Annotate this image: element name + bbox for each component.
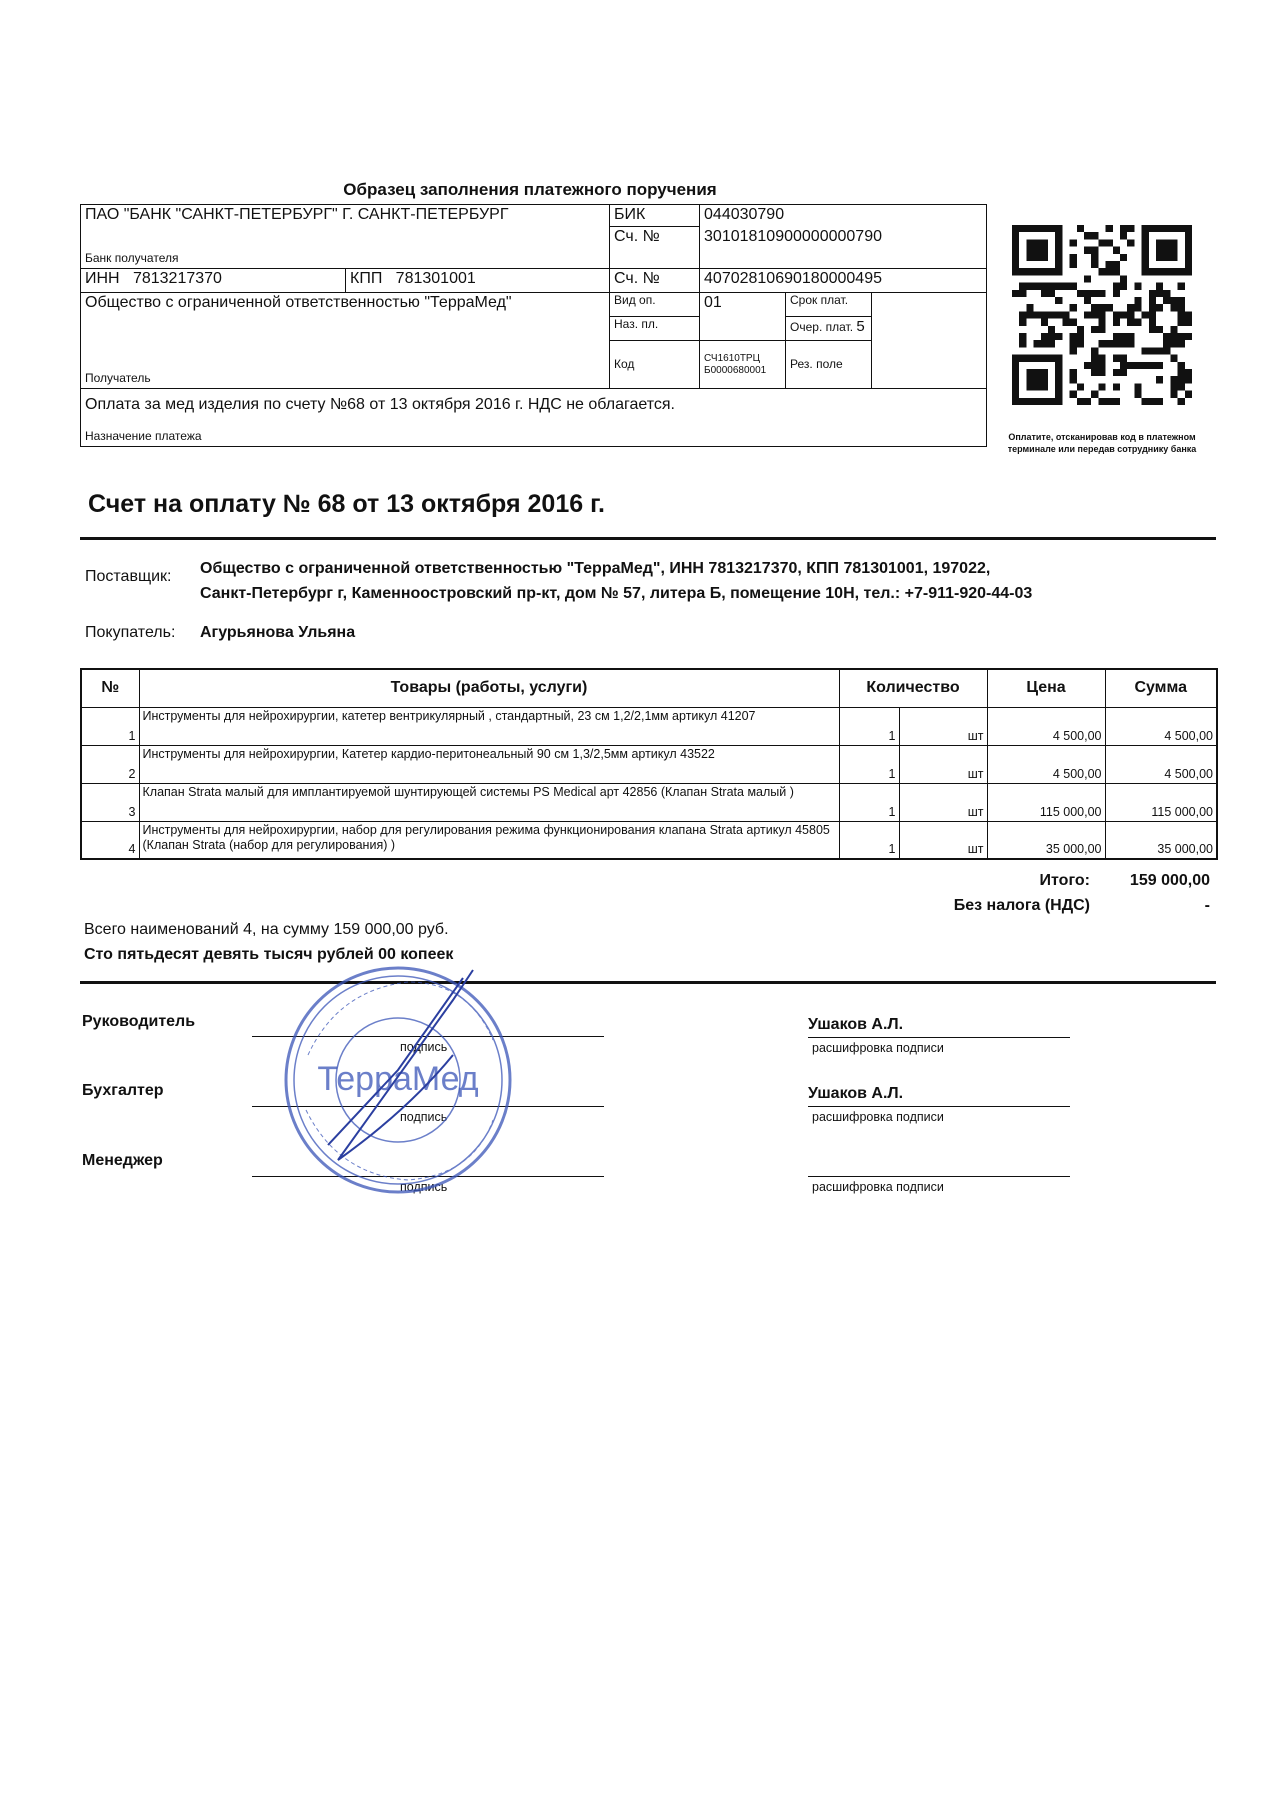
manager-decode-line xyxy=(808,1176,1070,1177)
qr-code-icon xyxy=(1012,222,1192,408)
row-price: 115 000,00 xyxy=(987,783,1105,821)
director-sign-caption: подпись xyxy=(400,1040,448,1054)
row-qty: 1 xyxy=(839,707,899,745)
goods-table xyxy=(80,668,1218,860)
accountant-decode-line xyxy=(808,1106,1070,1107)
accountant-decode-caption: расшифровка подписи xyxy=(812,1110,944,1124)
account-value: 40702810690180000495 xyxy=(700,269,987,293)
row-unit: шт xyxy=(899,707,987,745)
row-unit: шт xyxy=(899,783,987,821)
accountant-sign-caption: подпись xyxy=(400,1110,448,1124)
kod-value-2: Б0000680001 xyxy=(704,364,767,376)
director-decode-line xyxy=(808,1037,1070,1038)
inn-value: 7813217370 xyxy=(132,270,222,287)
bik-value: 044030790 xyxy=(700,205,987,227)
accountant-name: Ушаков А.Л. xyxy=(808,1085,904,1102)
bik-label: БИК xyxy=(610,205,700,227)
kod-value-1: СЧ1610ТРЦ xyxy=(704,352,760,364)
kpp-value: 781301001 xyxy=(395,270,476,287)
row-name: Инструменты для нейрохирургии, набор для регулирования режима функционирования клапана Strata артикул 45805 (Клапан Strata (набор для регулирования) ) xyxy=(139,821,839,859)
account-label: Сч. № xyxy=(610,269,700,293)
corr-account-label: Сч. № xyxy=(610,227,700,269)
stamp-text: ТерраМед xyxy=(317,1060,479,1098)
qr-caption xyxy=(984,432,1220,455)
supplier-line1: Общество с ограниченной ответственностью "ТерраМед", ИНН 7813217370, КПП 781301001, 197022, xyxy=(200,560,991,577)
vat-label: Без налога (НДС) xyxy=(953,897,1090,914)
purpose-caption: Назначение платежа xyxy=(85,429,202,444)
vid-op-value: 01 xyxy=(700,293,786,341)
recipient-cell xyxy=(81,293,610,389)
col-header-sum: Сумма xyxy=(1105,669,1217,707)
accountant-label: Бухгалтер xyxy=(82,1082,164,1099)
ocher-cell xyxy=(786,317,872,341)
kod-value-cell xyxy=(700,341,786,389)
buyer-label: Покупатель: xyxy=(85,624,176,641)
row-num: 3 xyxy=(81,783,139,821)
row-sum: 4 500,00 xyxy=(1105,707,1217,745)
manager-decode-caption: расшифровка подписи xyxy=(812,1180,944,1194)
row-sum: 4 500,00 xyxy=(1105,745,1217,783)
summary-words: Сто пятьдесят девять тысяч рублей 00 копеек xyxy=(84,946,454,963)
row-name: Клапан Strata малый для имплантируемой шунтирующей системы PS Medical арт 42856 (Клапан Strata малый ) xyxy=(139,783,839,821)
recipient-caption: Получатель xyxy=(85,371,151,386)
inn-cell xyxy=(81,269,346,293)
bank-caption: Банк получателя xyxy=(85,251,179,266)
director-label: Руководитель xyxy=(82,1013,196,1030)
table-row xyxy=(81,821,1217,859)
kpp-label: КПП xyxy=(350,270,383,287)
rez-label: Рез. поле xyxy=(786,341,872,389)
table-row xyxy=(81,707,1217,745)
kod-label: Код xyxy=(610,341,700,389)
row-name: Инструменты для нейрохирургии, Катетер кардио-перитонеальный 90 см 1,3/2,5мм артикул 43522 xyxy=(139,745,839,783)
srok-label: Срок плат. xyxy=(786,293,872,317)
supplier-label: Поставщик: xyxy=(85,568,172,585)
row-sum: 35 000,00 xyxy=(1105,821,1217,859)
inn-label: ИНН xyxy=(85,270,120,287)
table-row xyxy=(81,745,1217,783)
summary-count: Всего наименований 4, на сумму 159 000,00 руб. xyxy=(84,921,449,938)
naz-label: Наз. пл. xyxy=(610,317,700,341)
col-header-num: № xyxy=(81,669,139,707)
total-label: Итого: xyxy=(1039,872,1090,889)
recipient-name: Общество с ограниченной ответственностью "ТерраМед" xyxy=(85,294,512,311)
row-num: 2 xyxy=(81,745,139,783)
right-empty-cell xyxy=(872,293,987,389)
total-value: 159 000,00 xyxy=(1129,872,1210,889)
kpp-cell xyxy=(346,269,610,293)
row-unit: шт xyxy=(899,821,987,859)
divider-bottom xyxy=(80,981,1216,984)
table-row xyxy=(81,783,1217,821)
purpose-text: Оплата за мед изделия по счету №68 от 13 октября 2016 г. НДС не облагается. xyxy=(85,396,675,413)
director-name: Ушаков А.Л. xyxy=(808,1016,904,1033)
company-stamp xyxy=(278,960,518,1200)
row-name: Инструменты для нейрохирургии, катетер вентрикулярный , стандартный, 23 см 1,2/2,1мм артикул 41207 xyxy=(139,707,839,745)
supplier-details xyxy=(200,557,1210,607)
ocher-value: 5 xyxy=(856,318,865,335)
row-price: 35 000,00 xyxy=(987,821,1105,859)
row-qty: 1 xyxy=(839,783,899,821)
bank-name: ПАО "БАНК "САНКТ-ПЕТЕРБУРГ" Г. САНКТ-ПЕТЕРБУРГ xyxy=(85,206,509,223)
corr-account-value: 30101810900000000790 xyxy=(700,227,987,269)
col-header-name: Товары (работы, услуги) xyxy=(139,669,839,707)
manager-sign-caption: подпись xyxy=(400,1180,448,1194)
row-sum: 115 000,00 xyxy=(1105,783,1217,821)
vat-value: - xyxy=(1204,897,1210,914)
purpose-cell xyxy=(81,389,987,447)
row-num: 1 xyxy=(81,707,139,745)
vid-op-label: Вид оп. xyxy=(610,293,700,317)
supplier-line2: Санкт-Петербург г, Каменноостровский пр-кт, дом № 57, литера Б, помещение 10Н, тел.: +7-911-920-44-03 xyxy=(200,584,1033,602)
ocher-label: Очер. плат. xyxy=(790,320,854,334)
invoice-title: Счет на оплату № 68 от 13 октября 2016 г. xyxy=(88,490,605,518)
payment-form-title: Образец заполнения платежного поручения xyxy=(343,180,717,199)
qr-caption-line2: терминале или передав сотруднику банка xyxy=(1007,443,1197,454)
divider-top xyxy=(80,537,1216,540)
row-num: 4 xyxy=(81,821,139,859)
row-unit: шт xyxy=(899,745,987,783)
col-header-qty: Количество xyxy=(839,669,987,707)
director-decode-caption: расшифровка подписи xyxy=(812,1041,944,1055)
bank-name-cell xyxy=(81,205,610,269)
payment-form-table xyxy=(80,204,987,447)
row-qty: 1 xyxy=(839,745,899,783)
manager-label: Менеджер xyxy=(82,1152,163,1169)
row-price: 4 500,00 xyxy=(987,707,1105,745)
col-header-price: Цена xyxy=(987,669,1105,707)
row-price: 4 500,00 xyxy=(987,745,1105,783)
row-qty: 1 xyxy=(839,821,899,859)
qr-caption-line1: Оплатите, отсканировав код в платежном xyxy=(1008,432,1196,442)
buyer-value: Агурьянова Ульяна xyxy=(200,624,356,641)
